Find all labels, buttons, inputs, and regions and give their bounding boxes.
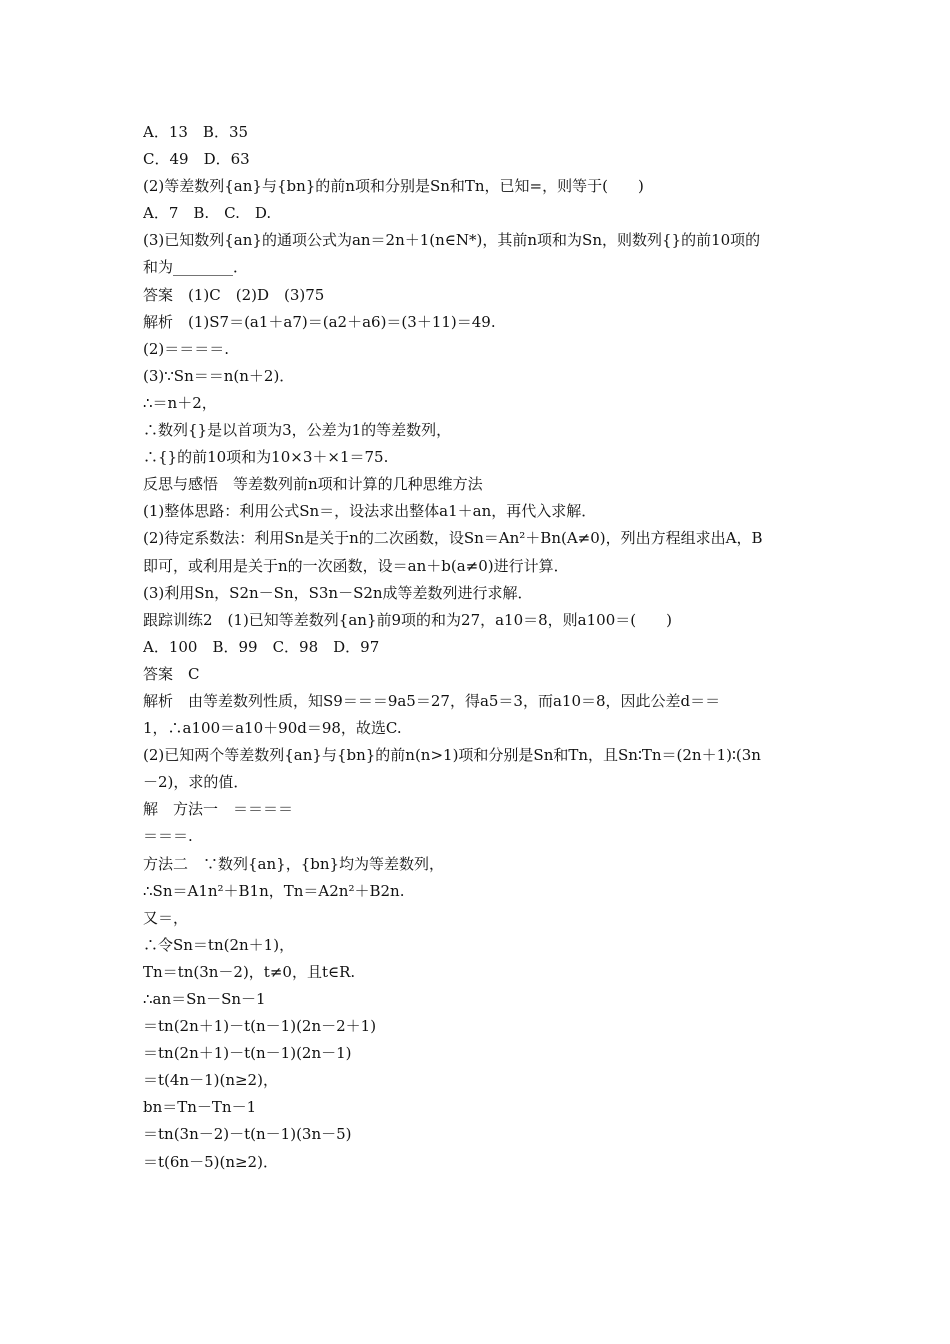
text-line: A．13 B．35 xyxy=(143,123,249,141)
text-line: ＝t(4n－1)(n≥2)， xyxy=(143,1071,278,1090)
text-line: ＝＝＝. xyxy=(143,827,193,846)
text-line: 1，∴a100＝a10＋90d＝98，故选C. xyxy=(143,719,402,738)
text-line: (2)待定系数法：利用Sn是关于n的二次函数，设Sn＝An²＋Bn(A≠0)，列出方程组求出A，B xyxy=(143,529,763,548)
text-line: ＝tn(2n＋1)－t(n－1)(2n－2＋1) xyxy=(143,1017,377,1036)
exercise-heading: 跟踪训练2 (1)已知等差数列{an}前9项的和为27，a10＝8，则a100＝( ) xyxy=(143,610,672,629)
text-line: ∴{}的前10项和为10×3＋×1＝75. xyxy=(143,448,389,467)
text-line: 和为________． xyxy=(143,258,249,277)
analysis-line: 解析 由等差数列性质，知S9＝＝＝9a5＝27，得a5＝3，而a10＝8，因此公差d＝＝ xyxy=(143,691,721,710)
text-line: A．7 B. C. D. xyxy=(143,204,272,223)
section-heading: 反思与感悟 等差数列前n项和计算的几种思维方法 xyxy=(143,475,483,494)
text-line: 又＝， xyxy=(143,908,189,927)
answer-line: 答案 (1)C (2)D (3)75 xyxy=(143,285,325,304)
text-line: (1)整体思路：利用公式Sn＝，设法求出整体a1＋an，再代入求解． xyxy=(143,502,597,521)
text-line: ∴令Sn＝tn(2n＋1)， xyxy=(143,935,295,954)
text-line: (3)∵Sn＝＝n(n＋2)． xyxy=(143,366,295,385)
text-line: (2)等差数列{an}与{bn}的前n项和分别是Sn和Tn，已知=，则等于( ) xyxy=(143,177,644,196)
solution-line: 解 方法一 ＝＝＝＝ xyxy=(143,800,294,819)
text-line: ＝tn(3n－2)－t(n－1)(3n－5) xyxy=(143,1125,352,1144)
text-line: ∴an＝Sn－Sn－1 xyxy=(143,990,266,1008)
text-line: (3)已知数列{an}的通项公式为an＝2n＋1(n∈N*)，其前n项和为Sn，则数列{}的前10项的 xyxy=(143,231,761,250)
text-line: Tn＝tn(3n－2)，t≠0，且t∈R. xyxy=(143,962,356,981)
analysis-line: 解析 (1)S7＝(a1＋a7)＝(a2＋a6)＝(3＋11)＝49. xyxy=(143,312,496,331)
page-body xyxy=(143,119,813,1176)
text-line: ∴数列{}是以首项为3，公差为1的等差数列， xyxy=(143,421,452,440)
answer-line: 答案 C xyxy=(143,664,200,683)
text-line: (2)＝＝＝＝. xyxy=(143,339,230,358)
text-line: ∴Sn＝A1n²＋B1n，Tn＝A2n²＋B2n. xyxy=(143,881,405,900)
text-line: ＝tn(2n＋1)－t(n－1)(2n－1) xyxy=(143,1044,352,1063)
text-line: C．49 D．63 xyxy=(143,150,250,169)
text-line: 方法二 ∵数列{an}，{bn}均为等差数列， xyxy=(143,854,445,873)
text-line: A．100 B．99 C．98 D．97 xyxy=(143,637,380,656)
text-line: ＝t(6n－5)(n≥2)． xyxy=(143,1152,278,1171)
text-line: bn＝Tn－Tn－1 xyxy=(143,1098,257,1117)
text-line: (2)已知两个等差数列{an}与{bn}的前n(n>1)项和分别是Sn和Tn，且Sn∶Tn＝(2n＋1)∶(3n xyxy=(143,746,761,765)
text-line: －2)，求的值． xyxy=(143,773,249,792)
text-line: ∴＝n＋2， xyxy=(143,393,217,412)
text-line: (3)利用Sn，S2n－Sn，S3n－S2n成等差数列进行求解． xyxy=(143,583,533,602)
text-line: 即可，或利用是关于n的一次函数，设＝an＋b(a≠0)进行计算． xyxy=(143,556,569,575)
